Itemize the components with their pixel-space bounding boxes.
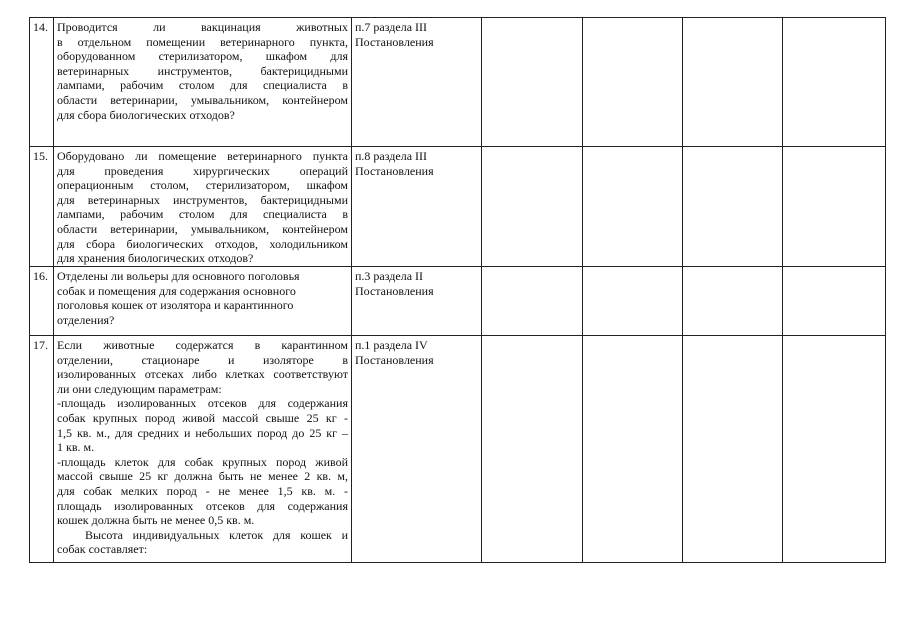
question-line: операционным столом, стерилизатором, шкафом xyxy=(57,178,348,193)
question-cell xyxy=(54,18,352,147)
row-number: 17. xyxy=(30,336,54,563)
question-cell xyxy=(54,267,352,336)
question-line: Если животные содержатся в карантинном xyxy=(57,338,348,352)
question-line: для сбора биологических отходов? xyxy=(57,107,235,122)
table-row xyxy=(30,147,886,267)
question-line: ветеринарных инструментов, бактерицидными xyxy=(57,63,348,78)
row-number: 16. xyxy=(30,267,54,336)
question-line: для хранения биологических отходов? xyxy=(57,251,254,266)
reference-line: п.1 раздела IV xyxy=(355,338,428,352)
answer-cell[interactable] xyxy=(683,336,783,563)
question-line: отделении, стационаре и изоляторе в xyxy=(57,352,348,367)
reference-cell xyxy=(352,18,482,147)
answer-cell[interactable] xyxy=(482,267,583,336)
question-line: -площадь изолированных отсеков для содержания xyxy=(57,396,348,411)
question-line: Отделены ли вольеры для основного поголовья xyxy=(57,269,300,283)
question-line: кошек должна быть не менее 0,5 кв. м. xyxy=(57,513,255,528)
row-number: 14. xyxy=(30,18,54,147)
question-line: ли они следующим параметрам: xyxy=(57,381,222,396)
question-line: для ветеринарных инструментов, бактерицидными xyxy=(57,192,348,207)
question-line: области ветеринарии, умывальником, контейнером xyxy=(57,92,348,107)
question-line: поголовья кошек от изолятора и карантинного xyxy=(57,298,294,313)
question-line: для сбора биологических отходов, холодильником xyxy=(57,236,348,251)
table-row xyxy=(30,336,886,563)
question-line: собак составляет: xyxy=(57,542,148,557)
question-line: площадь изолированных отсеков для содержания xyxy=(57,498,348,513)
question-line: оборудованном стерилизатором, шкафом для xyxy=(57,49,348,64)
question-line: отделения? xyxy=(57,312,115,327)
table-row xyxy=(30,18,886,147)
answer-cell[interactable] xyxy=(482,147,583,267)
question-cell xyxy=(54,147,352,267)
question-line: 1 кв. м. xyxy=(57,440,95,455)
question-line: Высота индивидуальных клеток для кошек и xyxy=(85,527,348,542)
reference-line: п.7 раздела III xyxy=(355,20,428,34)
answer-cell[interactable] xyxy=(583,147,683,267)
reference-line: Постановления xyxy=(355,34,434,49)
question-line: лампами, рабочим столом для специалиста в xyxy=(57,207,348,222)
reference-cell xyxy=(352,336,482,563)
answer-cell[interactable] xyxy=(783,147,886,267)
answer-cell[interactable] xyxy=(482,336,583,563)
answer-cell[interactable] xyxy=(783,18,886,147)
answer-cell[interactable] xyxy=(683,267,783,336)
reference-line: Постановления xyxy=(355,283,434,298)
question-line: для собак мелких пород - не менее 1,5 кв. м. - xyxy=(57,483,348,498)
question-line: Проводится ли вакцинация животных xyxy=(57,20,348,34)
question-line: лампами, рабочим столом для специалиста в xyxy=(57,78,348,93)
checklist-table xyxy=(29,17,886,563)
reference-line: Постановления xyxy=(355,163,434,178)
reference-line: Постановления xyxy=(355,352,434,367)
reference-line: п.8 раздела III xyxy=(355,149,428,163)
reference-cell xyxy=(352,267,482,336)
answer-cell[interactable] xyxy=(683,18,783,147)
question-line: -площадь клеток для собак крупных пород живой xyxy=(57,454,348,469)
reference-line: п.3 раздела II xyxy=(355,269,424,283)
question-line: изолированных отсеках либо клетках соответствуют xyxy=(57,367,348,382)
answer-cell[interactable] xyxy=(583,336,683,563)
answer-cell[interactable] xyxy=(683,147,783,267)
question-line: собак крупных пород живой массой свыше 25 кг - xyxy=(57,410,348,425)
answer-cell[interactable] xyxy=(583,18,683,147)
question-line: для проведения хирургических операций xyxy=(57,163,348,178)
question-line: 1,5 кв. м., для средних и небольших пород до 25 кг – xyxy=(57,425,348,440)
reference-cell xyxy=(352,147,482,267)
question-cell xyxy=(54,336,352,563)
question-line: в отдельном помещении ветеринарного пункта, xyxy=(57,34,348,49)
question-line: Оборудовано ли помещение ветеринарного пункта xyxy=(57,149,348,163)
answer-cell[interactable] xyxy=(482,18,583,147)
question-line: массой свыше 25 кг должна быть не менее 2 кв. м, xyxy=(57,469,348,484)
table-row xyxy=(30,267,886,336)
question-line: области ветеринарии, умывальником, контейнером xyxy=(57,221,348,236)
row-number: 15. xyxy=(30,147,54,267)
answer-cell[interactable] xyxy=(783,336,886,563)
question-line: собак и помещения для содержания основного xyxy=(57,283,296,298)
answer-cell[interactable] xyxy=(583,267,683,336)
answer-cell[interactable] xyxy=(783,267,886,336)
